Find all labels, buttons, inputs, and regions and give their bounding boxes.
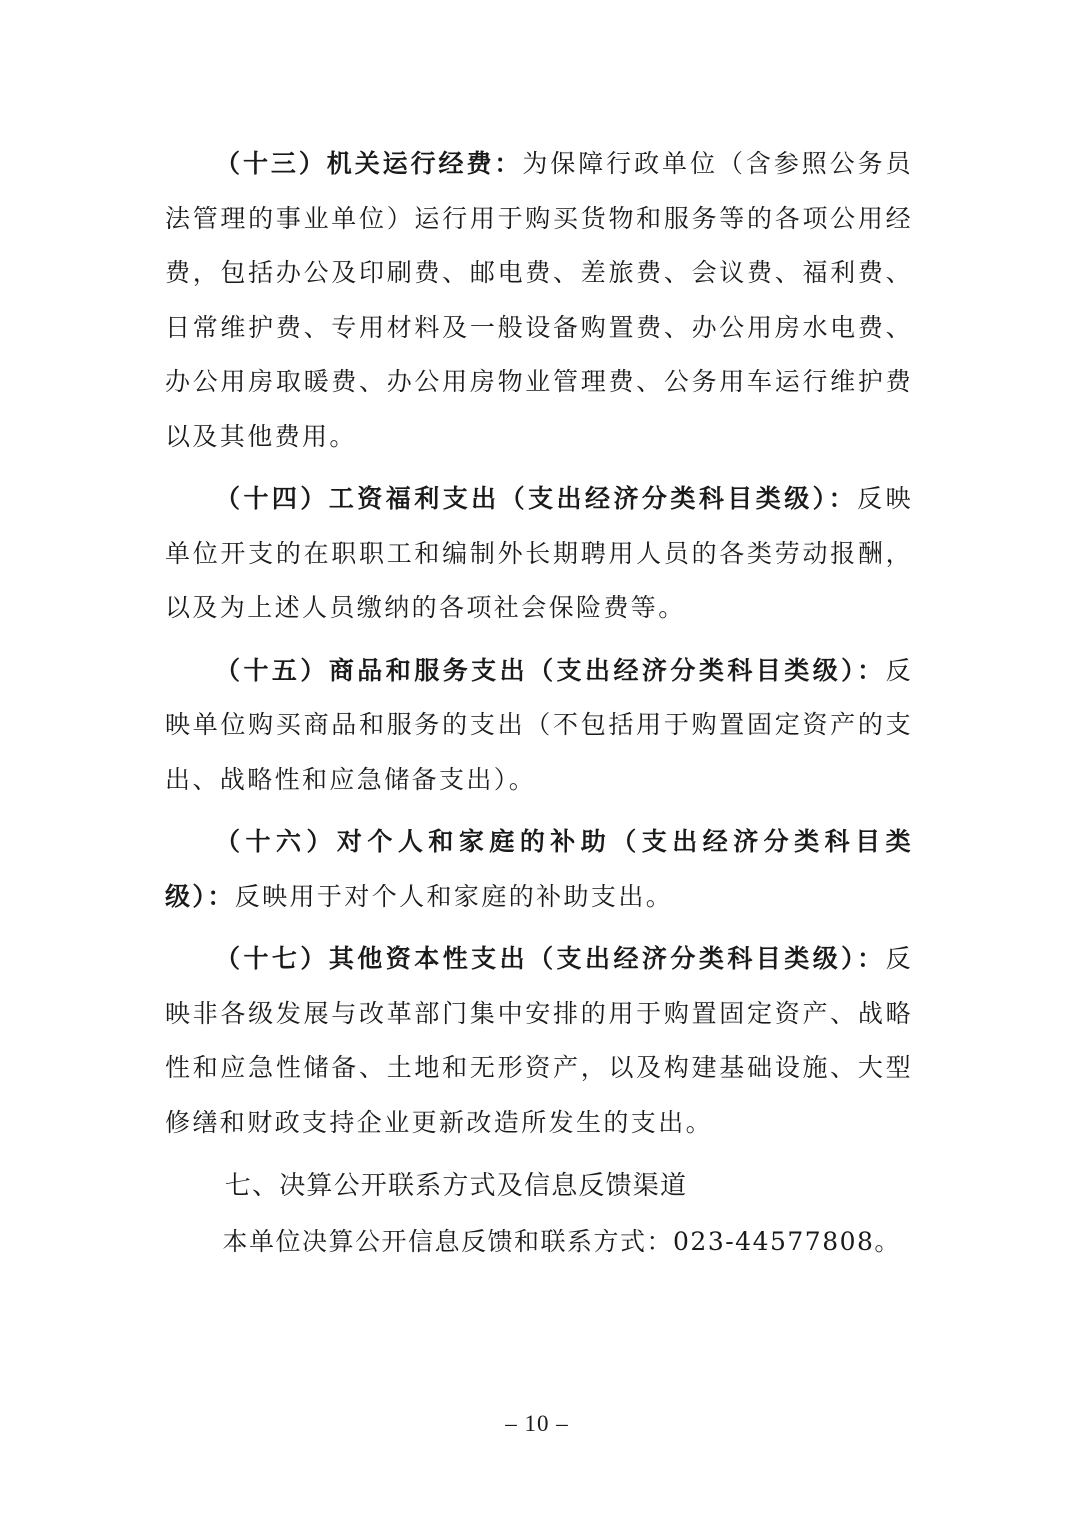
section-title: （十五）商品和服务支出（支出经济分类科目类级） [215,655,858,685]
section-14 [165,472,913,636]
section-17 [165,932,913,1150]
section-body: 反映非各级发展与改革部门集中安排的用于购置固定资产、战略性和应急性储备、土地和无形资产，以及构建基础设施、大型修缮和财政支持企业更新改造所发生的支出。 [165,944,913,1137]
section-title: （十七）其他资本性支出（支出经济分类科目类级） [215,944,858,973]
section-separator: ： [494,149,523,178]
page-number: – 10 – [505,1411,569,1436]
section-separator: ： [828,484,858,513]
section-title: （十四）工资福利支出（支出经济分类科目类级） [215,484,829,513]
chapter-heading: 七、决算公开联系方式及信息反馈渠道 [224,1171,688,1201]
contact-text: 本单位决算公开信息反馈和联系方式：023-44577808。 [222,1227,901,1256]
section-13 [165,137,913,464]
section-body: 为保障行政单位（含参照公务员法管理的事业单位）运行用于购买货物和服务等的各项公用经费，包括办公及印刷费、邮电费、差旅费、会议费、福利费、日常维护费、专用材料及一般设备购置费、办公用房水电费、办公用房取暖费、办公用房物业管理费、公务用车运行维护费以及其他费用。 [165,149,913,451]
document-page [165,137,913,1270]
section-separator: ： [857,944,886,973]
section-title: （十六）对个人和家庭的补助（支出经济分类科目类级） [165,827,913,911]
section-15 [165,644,913,808]
section-16 [165,815,913,924]
section-body: 反映用于对个人和家庭的补助支出。 [234,881,674,911]
section-title: （十三）机关运行经费 [215,149,495,178]
section-body: 反映单位开支的在职职工和编制外长期聘用人员的各类劳动报酬，以及为上述人员缴纳的各项社会保险费等。 [165,484,913,622]
section-body: 反映单位购买商品和服务的支出（不包括用于购置固定资产的支出、战略性和应急储备支出）。 [165,655,913,794]
section-separator: ： [207,881,235,911]
section-separator: ： [857,655,886,685]
